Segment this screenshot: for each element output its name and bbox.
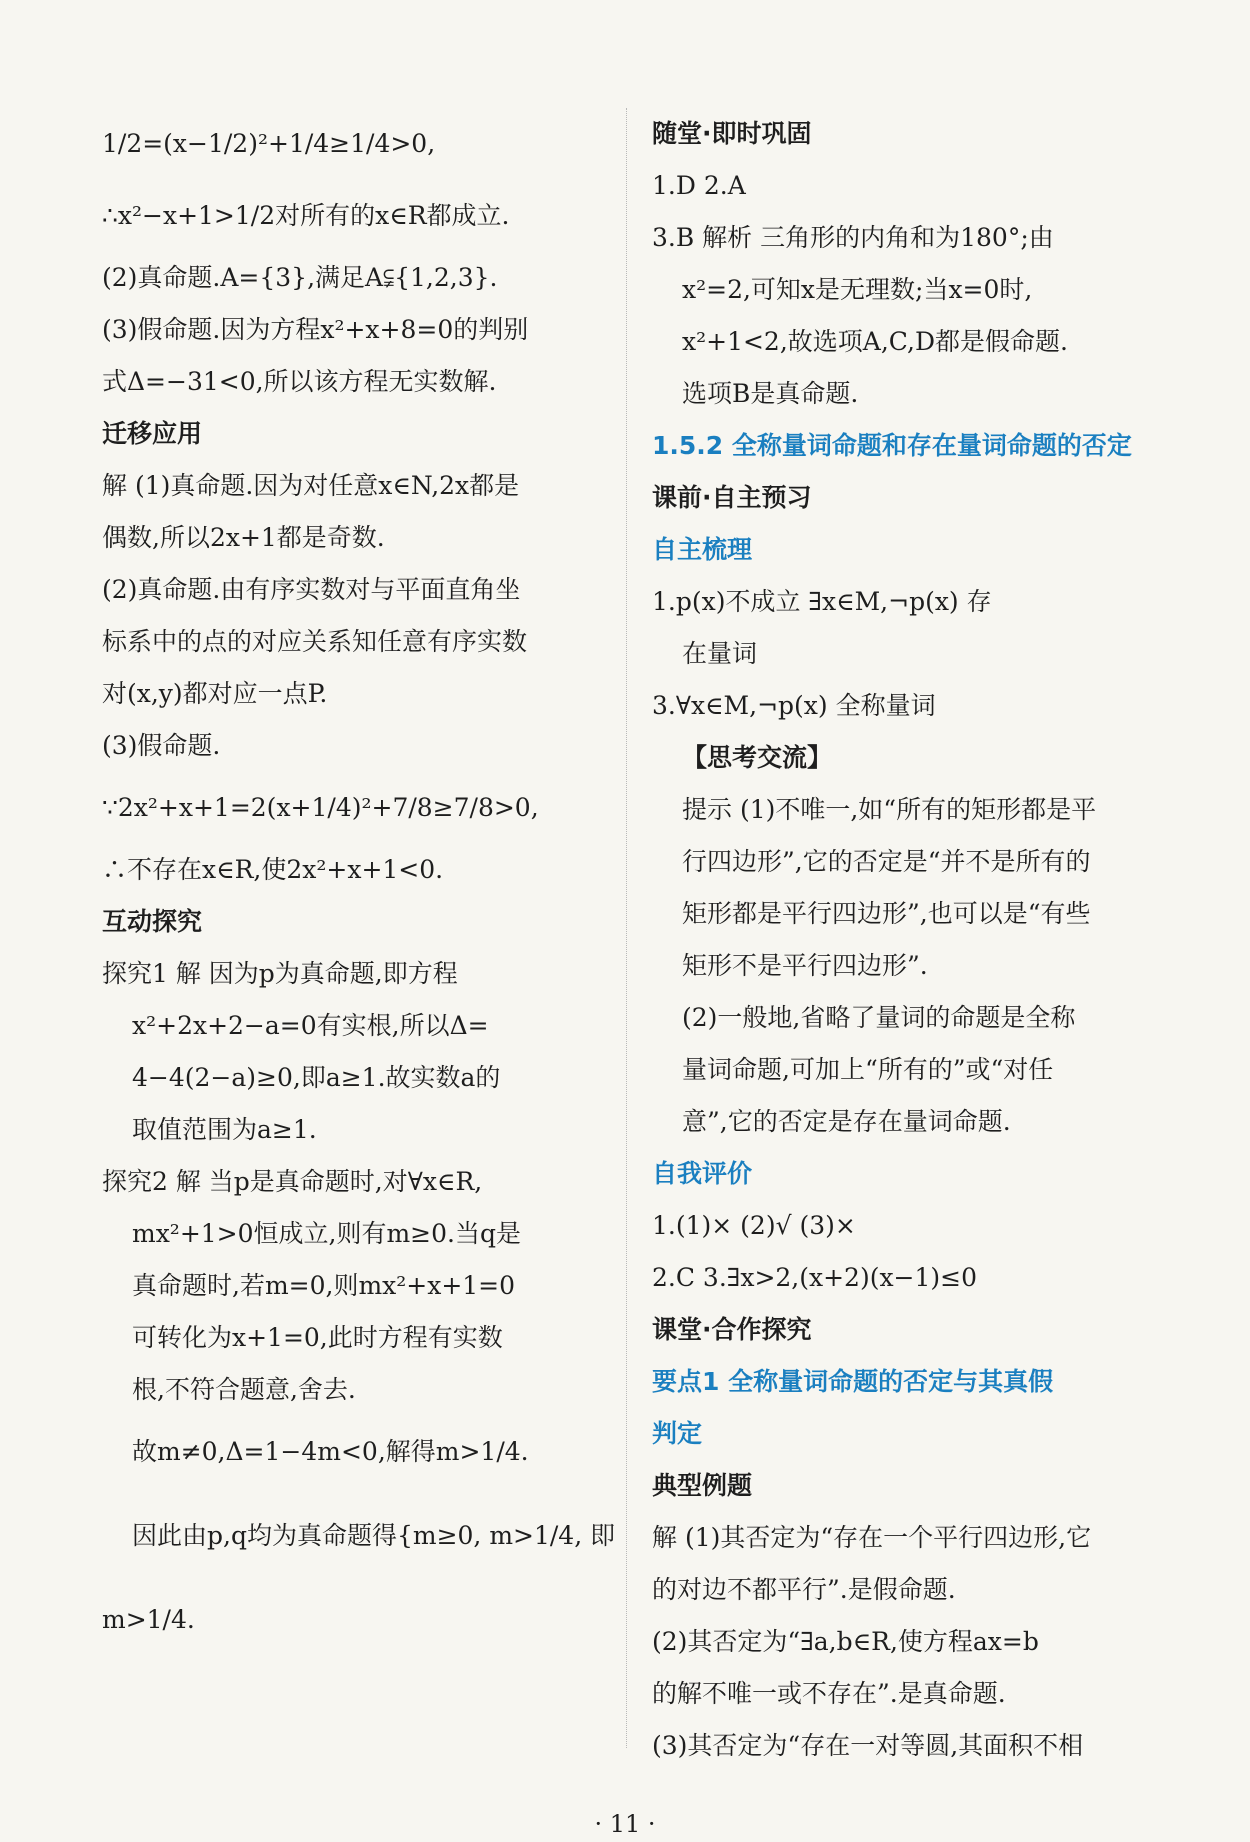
right-line-28: 的对边不都平行”.是假命题. — [652, 1575, 956, 1604]
left-line-24: 故m≠0,Δ=1−4m<0,解得m>1/4. — [132, 1437, 529, 1466]
left-line-21: 真命题时,若m=0,则mx²+x+1=0 — [132, 1271, 516, 1300]
right-line-8: 自主梳理 — [652, 535, 753, 564]
right-line-17: (2)一般地,省略了量词的命题是全称 — [682, 1003, 1076, 1032]
left-line-9: 标系中的点的对应关系知任意有序实数 — [102, 627, 528, 656]
right-line-7: 课前·自主预习 — [652, 483, 812, 512]
right-line-3: x²=2,可知x是无理数;当x=0时, — [682, 275, 1033, 304]
left-line-1: ∴x²−x+1>1/2对所有的x∈R都成立. — [102, 201, 510, 230]
left-line-3: (3)假命题.因为方程x²+x+8=0的判别 — [102, 315, 529, 344]
right-line-11: 3.∀x∈M,¬p(x) 全称量词 — [652, 691, 936, 720]
left-line-20: mx²+1>0恒成立,则有m≥0.当q是 — [132, 1219, 521, 1248]
column-divider — [626, 108, 627, 1748]
left-line-11: (3)假命题. — [102, 731, 221, 760]
left-line-16: x²+2x+2−a=0有实根,所以Δ= — [132, 1011, 489, 1040]
right-line-15: 矩形都是平行四边形”,也可以是“有些 — [682, 899, 1091, 928]
right-line-22: 2.C 3.∃x>2,(x+2)(x−1)≤0 — [652, 1263, 978, 1292]
left-line-12: ∵2x²+x+1=2(x+1/4)²+7/8≥7/8>0, — [102, 793, 539, 822]
right-line-30: 的解不唯一或不存在”.是真命题. — [652, 1679, 1006, 1708]
right-line-2: 3.B 解析 三角形的内角和为180°;由 — [652, 223, 1054, 252]
right-line-25: 判定 — [652, 1419, 703, 1448]
right-line-14: 行四边形”,它的否定是“并不是所有的 — [682, 847, 1091, 876]
right-line-23: 课堂·合作探究 — [652, 1315, 812, 1344]
right-line-31: (3)其否定为“存在一对等圆,其面积不相 — [652, 1731, 1084, 1760]
left-line-23: 根,不符合题意,舍去. — [132, 1375, 356, 1404]
left-line-25: 因此由p,q均为真命题得{m≥0, m>1/4, 即 — [132, 1521, 616, 1550]
left-line-26: m>1/4. — [102, 1605, 195, 1634]
right-line-18: 量词命题,可加上“所有的”或“对任 — [682, 1055, 1054, 1084]
left-line-7: 偶数,所以2x+1都是奇数. — [102, 523, 385, 552]
left-line-0: 1/2=(x−1/2)²+1/4≥1/4>0, — [102, 129, 436, 158]
left-line-19: 探究2 解 当p是真命题时,对∀x∈R, — [102, 1167, 483, 1196]
right-line-24: 要点1 全称量词命题的否定与其真假 — [652, 1367, 1054, 1396]
right-line-16: 矩形不是平行四边形”. — [682, 951, 928, 980]
right-line-19: 意”,它的否定是存在量词命题. — [682, 1107, 1011, 1136]
right-line-1: 1.D 2.A — [652, 171, 746, 200]
right-line-13: 提示 (1)不唯一,如“所有的矩形都是平 — [682, 795, 1097, 824]
right-line-26: 典型例题 — [652, 1471, 753, 1500]
left-line-13: ∴不存在x∈R,使2x²+x+1<0. — [102, 855, 444, 884]
left-line-4: 式Δ=−31<0,所以该方程无实数解. — [102, 367, 497, 396]
left-line-5: 迁移应用 — [102, 419, 203, 448]
right-line-29: (2)其否定为“∃a,b∈R,使方程ax=b — [652, 1627, 1039, 1656]
right-line-20: 自我评价 — [652, 1159, 753, 1188]
right-line-27: 解 (1)其否定为“存在一个平行四边形,它 — [652, 1523, 1092, 1552]
right-line-5: 选项B是真命题. — [682, 379, 859, 408]
right-line-9: 1.p(x)不成立 ∃x∈M,¬p(x) 存 — [652, 587, 992, 616]
left-line-17: 4−4(2−a)≥0,即a≥1.故实数a的 — [132, 1063, 501, 1092]
page-number: · 11 · — [594, 1810, 656, 1838]
right-line-0: 随堂·即时巩固 — [652, 119, 812, 148]
right-column — [652, 108, 1157, 1772]
right-line-6: 1.5.2 全称量词命题和存在量词命题的否定 — [652, 431, 1132, 460]
left-line-10: 对(x,y)都对应一点P. — [102, 679, 328, 708]
left-line-15: 探究1 解 因为p为真命题,即方程 — [102, 959, 458, 988]
left-column — [102, 108, 616, 1656]
left-line-22: 可转化为x+1=0,此时方程有实数 — [132, 1323, 503, 1352]
right-line-4: x²+1<2,故选项A,C,D都是假命题. — [682, 327, 1068, 356]
left-line-18: 取值范围为a≥1. — [132, 1115, 317, 1144]
left-line-8: (2)真命题.由有序实数对与平面直角坐 — [102, 575, 521, 604]
left-line-6: 解 (1)真命题.因为对任意x∈N,2x都是 — [102, 471, 520, 500]
left-line-14: 互动探究 — [102, 907, 203, 936]
right-line-21: 1.(1)× (2)√ (3)× — [652, 1211, 856, 1240]
right-line-10: 在量词 — [682, 639, 758, 668]
left-line-2: (2)真命题.A={3},满足A⫋{1,2,3}. — [102, 263, 498, 292]
right-line-12: 【思考交流】 — [682, 743, 833, 772]
